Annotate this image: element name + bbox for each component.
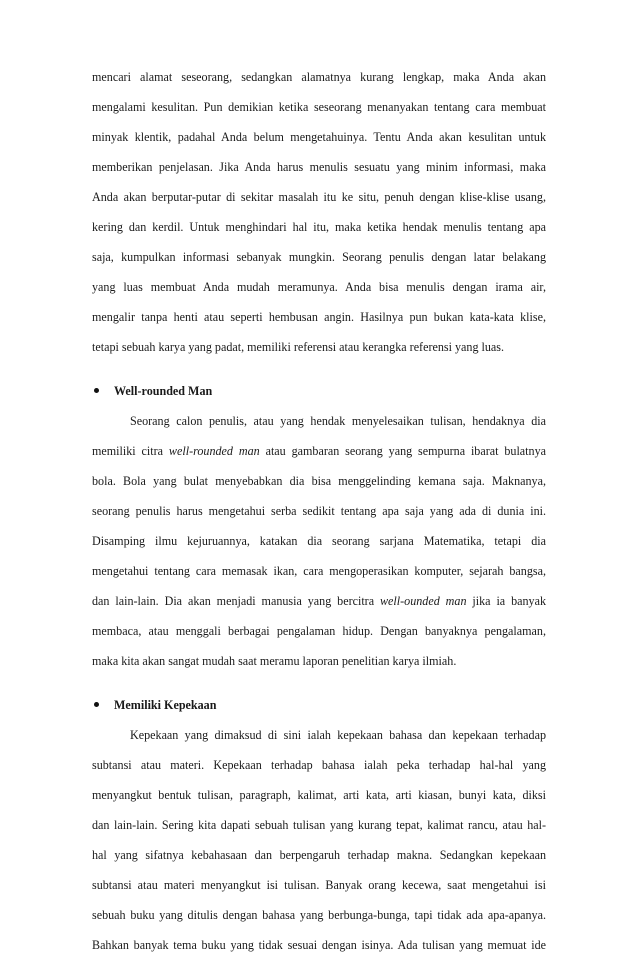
italic-term: well-ounded man: [379, 594, 467, 608]
paragraph-line: dan lain-lain. Sering kita dapati sebuah tulisan yang kurang tepat, kalimat rancu, atau hal-: [92, 818, 546, 832]
paragraph-line: seorang penulis harus mengetahui serba sedikit tentang apa saja yang ada di dunia ini.: [92, 504, 546, 518]
section-gap: [92, 676, 546, 690]
paragraph-line: mengalir tanpa henti atau seperti hembusan angin. Hasilnya pun bukan kata-kata klise,: [92, 310, 546, 324]
section-memiliki-kepekaan: [92, 690, 546, 960]
paragraph-line: Bahkan banyak tema buku yang tidak sesuai dengan isinya. Ada tulisan yang memuat ide: [92, 938, 546, 952]
paragraph-line: membaca, atau menggali berbagai pengalaman hidup. Dengan banyaknya pengalaman,: [92, 624, 546, 638]
section-heading-text: Memiliki Kepekaan: [114, 698, 217, 712]
paragraph-line: bola. Bola yang bulat menyebabkan dia bisa menggelinding kemana saja. Maknanya,: [92, 474, 546, 488]
paragraph-line: minyak klentik, padahal Anda belum mengetahuinya. Tentu Anda akan kesulitan untuk: [92, 130, 546, 144]
paragraph-line: mengetahui tentang cara memasak ikan, cara mengoperasikan komputer, sejarah bangsa,: [92, 564, 546, 578]
paragraph-line: saja, kumpulkan informasi sebanyak mungkin. Seorang penulis dengan latar belakang: [92, 250, 546, 264]
paragraph-line: sebuah buku yang ditulis dengan bahasa yang berbunga-bunga, tapi tidak ada apa-apanya.: [92, 908, 546, 922]
text-span: memiliki citra: [92, 444, 169, 458]
document-page: [92, 62, 546, 960]
paragraph-line: Disamping ilmu kejuruannya, katakan dia seorang sarjana Matematika, tetapi dia: [92, 534, 546, 548]
paragraph-line: subtansi atau materi menyangkut isi tulisan. Banyak orang kecewa, saat mengetahui isi: [92, 878, 546, 892]
paragraph-line: maka kita akan sangat mudah saat meramu laporan penelitian karya ilmiah.: [92, 654, 457, 668]
paragraph-line: mencari alamat seseorang, sedangkan alamatnya kurang lengkap, maka Anda akan: [92, 70, 546, 84]
bullet-icon: [94, 388, 99, 393]
paragraph-line: menyangkut bentuk tulisan, paragraph, kalimat, arti kata, arti kiasan, bunyi kata, diksi: [92, 788, 546, 802]
paragraph-line: subtansi atau materi. Kepekaan terhadap bahasa ialah peka terhadap hal-hal yang: [92, 758, 546, 772]
paragraph-line: [92, 586, 546, 616]
section-heading: [92, 376, 546, 406]
text-span: atau gambaran seorang yang sempurna ibarat bulatnya: [259, 444, 546, 458]
italic-term: well-rounded man: [168, 444, 260, 458]
section-gap: [92, 362, 546, 376]
paragraph-line: Anda akan berputar-putar di sekitar masalah itu ke situ, penuh dengan klise-klise usang,: [92, 190, 546, 204]
paragraph-line: [92, 436, 546, 466]
paragraph-line: mengalami kesulitan. Pun demikian ketika seseorang menanyakan tentang cara membuat: [92, 100, 546, 114]
section-heading-text: Well-rounded Man: [114, 384, 213, 398]
section-heading: [92, 690, 546, 720]
section-well-rounded-man: [92, 376, 546, 676]
text-span: dan lain-lain. Dia akan menjadi manusia yang bercitra: [92, 594, 380, 608]
intro-paragraph: [92, 62, 546, 362]
paragraph-line: kering dan kerdil. Untuk menghindari hal itu, maka ketika hendak menulis tentang apa: [92, 220, 546, 234]
text-span: jika ia banyak: [466, 594, 546, 608]
paragraph-line: Kepekaan yang dimaksud di sini ialah kepekaan bahasa dan kepekaan terhadap: [130, 728, 546, 742]
paragraph-line: memberikan penjelasan. Jika Anda harus menulis sesuatu yang minim informasi, maka: [92, 160, 546, 174]
paragraph-line: tetapi sebuah karya yang padat, memiliki referensi atau kerangka referensi yang luas.: [92, 340, 505, 354]
paragraph-line: yang luas membuat Anda mudah meramunya. Anda bisa menulis dengan irama air,: [92, 280, 546, 294]
bullet-icon: [94, 702, 99, 707]
paragraph-line: Seorang calon penulis, atau yang hendak menyelesaikan tulisan, hendaknya dia: [130, 414, 546, 428]
paragraph-line: hal yang sifatnya kebahasaan dan berpengaruh terhadap makna. Sedangkan kepekaan: [92, 848, 546, 862]
